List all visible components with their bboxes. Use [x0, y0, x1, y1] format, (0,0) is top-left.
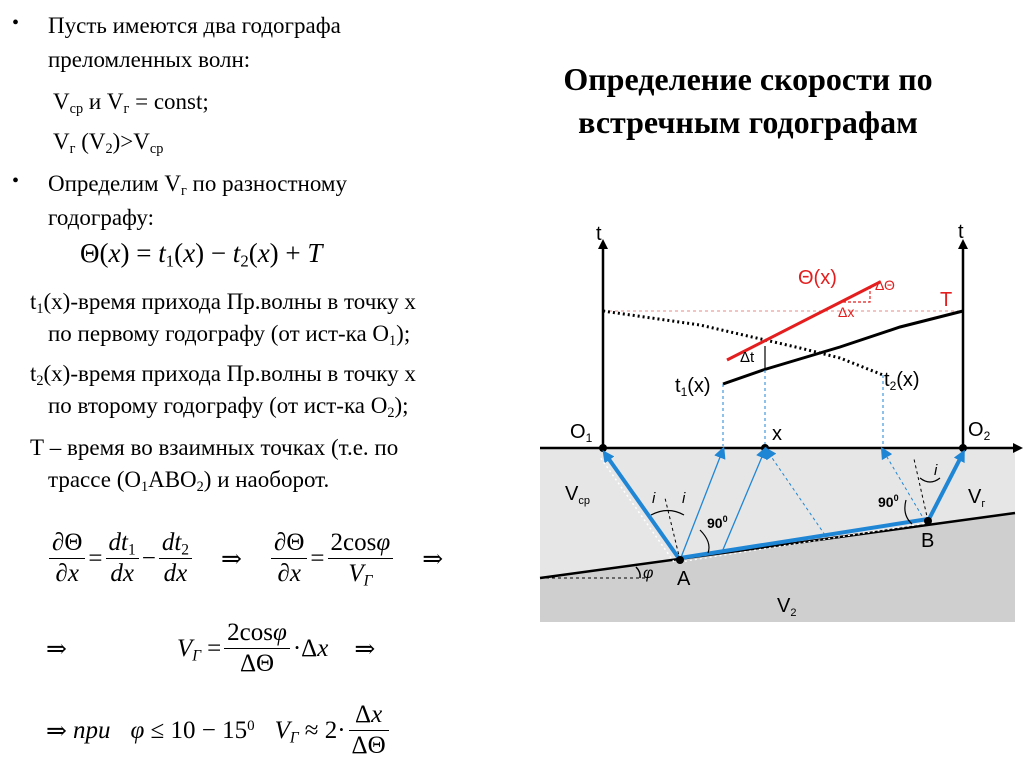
- text-part: t: [30, 289, 37, 314]
- bullet-2-line-1: [48, 170, 347, 198]
- text-sub: 1: [140, 478, 149, 495]
- t2-definition-line-2: [48, 392, 409, 420]
- text-part: (x)-время прихода Пр.волны в точку х: [43, 361, 416, 386]
- text-part: )>V: [112, 129, 150, 154]
- theta-label: Θ(x): [798, 267, 837, 289]
- const-text: = const;: [129, 89, 209, 114]
- and-text: и V: [83, 89, 124, 114]
- velocity-inequality-line: [53, 128, 163, 156]
- degree-sup: 0: [247, 717, 255, 734]
- O2-label: $O_2$: [968, 419, 991, 443]
- bullet-1-line-2: преломленных волн:: [48, 47, 251, 72]
- vg-label: $V_г$: [968, 486, 986, 510]
- T-definition-line-1: Т – время во взаимных точках (т.е. по: [30, 435, 399, 460]
- t1-definition-line-1: [30, 288, 416, 316]
- implies-arrow: ⇒: [46, 717, 67, 745]
- text-sub: г: [69, 140, 76, 157]
- t-axis-right-label: t: [958, 221, 964, 243]
- delta-theta-label: ΔΘ: [875, 277, 895, 293]
- travel-time-diagram: [530, 215, 1024, 630]
- v-subscript: г: [123, 100, 130, 117]
- fraction: $\frac{2\cos\varphi}{\Delta\Theta}$: [224, 618, 290, 679]
- text-part: ) и наоборот.: [203, 467, 330, 492]
- O1-label: $O_1$: [570, 421, 593, 445]
- text-part: по второму годографу (от ист-ка О: [48, 393, 388, 418]
- difference-formula: $\Theta(x) = t_1(x) - t_2(x) + T$: [80, 238, 323, 271]
- implies-arrow: ⇒: [422, 545, 444, 573]
- delta-x-label: Δx: [838, 304, 855, 320]
- text-sub: 2: [196, 478, 204, 495]
- text-part: V: [53, 129, 70, 154]
- page-title: [500, 58, 996, 144]
- fraction: $\frac{\partial\Theta}{\partial x}$: [271, 528, 307, 589]
- text-part: (x)-время прихода Пр.волны в точку х: [43, 289, 416, 314]
- bullet-marker: •: [12, 12, 20, 34]
- text-sub: ср: [149, 140, 164, 157]
- vcp-label: $V_{ср}$: [565, 483, 590, 507]
- right-angle-label: $90^0$: [707, 514, 728, 531]
- text-part: по первому годографу (от ист-ка О: [48, 321, 390, 346]
- text-sub: 2: [36, 372, 44, 389]
- text-part: );: [396, 321, 411, 346]
- dip-angle-label: φ: [643, 565, 654, 582]
- point-x: [761, 444, 769, 452]
- incidence-angle-label: i: [682, 490, 686, 507]
- v-symbol: V: [53, 89, 70, 114]
- condition-word: при: [72, 716, 111, 744]
- text-sub: 2: [105, 140, 113, 157]
- text-part: t: [30, 361, 37, 386]
- text-sub: 2: [387, 404, 395, 421]
- reciprocal-time-label: T: [940, 289, 953, 311]
- fraction: $\frac{dt_1}{dx}$: [106, 528, 139, 589]
- T-definition-line-2: [48, 466, 329, 494]
- implies-arrow: ⇒: [46, 635, 67, 663]
- incidence-angle-label: i: [652, 490, 656, 507]
- right-angle-label: $90^0$: [878, 493, 899, 510]
- text-part: Определим V: [48, 171, 181, 196]
- fraction: $\frac{dt_2}{dx}$: [159, 528, 192, 589]
- B-label: B: [921, 530, 935, 552]
- t1-travel-time-curve: [723, 311, 963, 384]
- text-part: по разностному: [186, 171, 347, 196]
- text-part: );: [394, 393, 409, 418]
- A-label: A: [677, 568, 691, 590]
- text-sub: 1: [389, 332, 397, 349]
- title-line-1: Определение скорости по: [563, 61, 933, 97]
- point-B: [924, 517, 932, 525]
- text-sub: г: [180, 182, 187, 199]
- fraction: $\frac{\Delta x}{\Delta\Theta}$: [349, 700, 389, 761]
- t2-curve-label: $t_2(x)$: [884, 369, 920, 393]
- equation-row-2: ⇒ $V_Г$ = $\frac{2\cos\varphi}{\Delta\Theta}$ ·Δx ⇒: [46, 619, 376, 677]
- fraction: $\frac{2\cos\varphi}{V_Г}$: [328, 528, 394, 589]
- bullet-marker: •: [12, 170, 20, 192]
- t-axis-left-label: t: [596, 223, 602, 245]
- text-part: трассе (О: [48, 467, 141, 492]
- text-sub: 1: [36, 300, 44, 317]
- t2-definition-line-1: [30, 360, 416, 388]
- bullet-2-line-2: годографу:: [48, 205, 154, 230]
- point-A: [676, 556, 684, 564]
- velocity-const-line: [53, 88, 209, 116]
- implies-arrow: ⇒: [354, 635, 376, 663]
- v2-label: $V_2$: [777, 595, 797, 619]
- title-line-2: встречным годографам: [578, 104, 918, 140]
- equation-row-3: ⇒ при $\varphi \le 10 - 15^0$ $V_Г$ ≈ 2· $\frac{\Delta x}{\Delta\Theta}$: [46, 700, 392, 761]
- fraction: $\frac{\partial\Theta}{\partial x}$: [49, 528, 85, 589]
- implies-arrow: ⇒: [221, 545, 242, 573]
- t1-definition-line-2: [48, 320, 410, 348]
- angle-condition: $\varphi \le 10 - 15^0$: [130, 716, 255, 744]
- x-label: x: [772, 423, 782, 445]
- bullet-1-line-1: Пусть имеются два годографа: [48, 13, 341, 38]
- point-O2: [959, 444, 967, 452]
- text-part: (V: [75, 129, 106, 154]
- incidence-angle-label: i: [934, 462, 938, 479]
- t1-curve-label: $t_1(x)$: [675, 375, 711, 399]
- text-part: АВО: [148, 467, 197, 492]
- equation-row-1: $\frac{\partial\Theta}{\partial x}$ = $\frac{dt_1}{dx}$ − $\frac{dt_2}{dx}$ ⇒ $\frac{\partial\Theta}{\partial x}$ = $\frac{2\cos\varphi}{V_Г}$ ⇒: [46, 528, 443, 589]
- delta-t-label: Δt: [740, 349, 755, 366]
- v-subscript: ср: [69, 100, 84, 117]
- point-O1: [599, 444, 607, 452]
